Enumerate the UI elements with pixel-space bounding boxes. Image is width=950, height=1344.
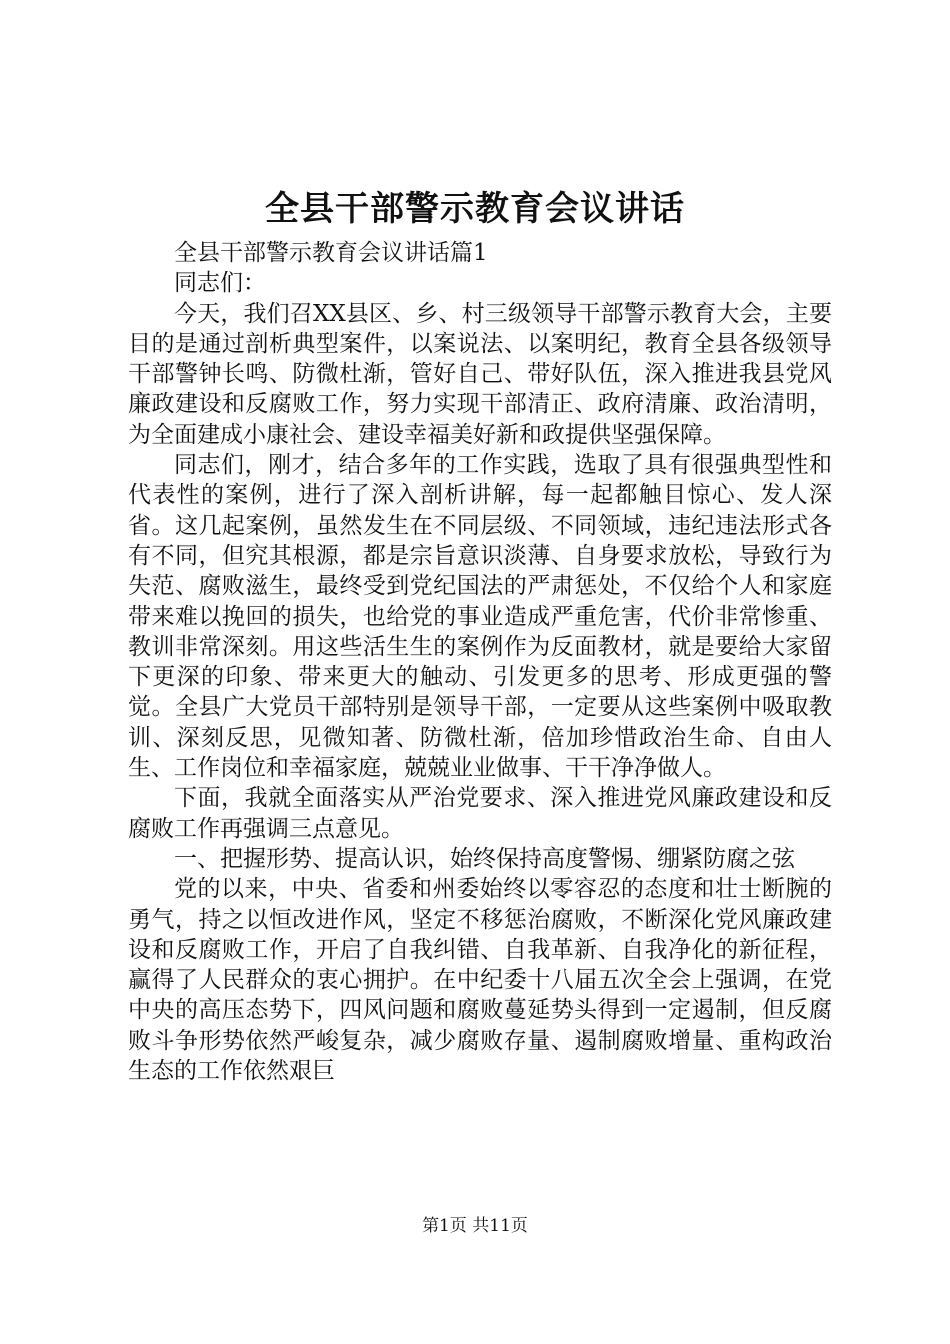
paragraph-subtitle: 全县干部警示教育会议讲话篇1 <box>174 240 488 266</box>
paragraph-salutation: 同志们： <box>174 270 266 297</box>
paragraph-2: 同志们，刚才，结合多年的工作实践，选取了具有很强典型性和代表性的案例，进行了深入剖析讲解，每一起都触目惊心、发人深省。这几起案例，虽然发生在不同层级、不同领域，违纪违法形式各有不同，但究其根源，都是宗旨意识淡薄、自身要求放松，导致行为失范、腐败滋生，最终受到党纪国法的严肃惩处，不仅给个人和家庭带来难以挽回的损失，也给党的事业造成严重危害，代价非常惨重、教训非常深刻。用这些活生生的案例作为反面教材，就是要给大家留下更深的印象、带来更大的触动、引发更多的思考、形成更强的警觉。全县广大党员干部特别是领导干部，一定要从这些案例中吸取教训、深刻反思，见微知著、防微杜渐，倍加珍惜政治生命、自由人生、工作岗位和幸福家庭，兢兢业业做事、干干净净做人。 <box>128 452 832 782</box>
paragraph-3: 下面，我就全面落实从严治党要求、深入推进党风廉政建设和反腐败工作再强调三点意见。 <box>128 785 832 842</box>
document-title: 全县干部警示教育会议讲话 <box>265 189 685 229</box>
page-number-footer: 第1页 共11页 <box>422 1216 528 1236</box>
document-body <box>128 238 832 1086</box>
paragraph-1: 今天，我们召XX县区、乡、村三级领导干部警示教育大会，主要目的是通过剖析典型案件，以案说法、以案明纪，教育全县各级领导干部警钟长鸣、防微杜渐，管好自己、带好队伍，深入推进我县党风廉政建设和反腐败工作，努力实现干部清正、政府清廉、政治清明，为全面建成小康社会、建设幸福美好新和政提供坚强保障。 <box>128 300 832 448</box>
section-heading-1: 一、把握形势、提高认识，始终保持高度警惕、绷紧防腐之弦 <box>174 845 795 872</box>
paragraph-4: 党的以来，中央、省委和州委始终以零容忍的态度和壮士断腕的勇气，持之以恒改进作风，坚定不移惩治腐败，不断深化党风廉政建设和反腐败工作，开启了自我纠错、自我革新、自我净化的新征程，赢得了人民群众的衷心拥护。在中纪委十八届五次全会上强调，在党中央的高压态势下，四风问题和腐败蔓延势头得到一定遏制，但反腐败斗争形势依然严峻复杂，减少腐败存量、遏制腐败增量、重构政治生态的工作依然艰巨 <box>128 876 832 1085</box>
